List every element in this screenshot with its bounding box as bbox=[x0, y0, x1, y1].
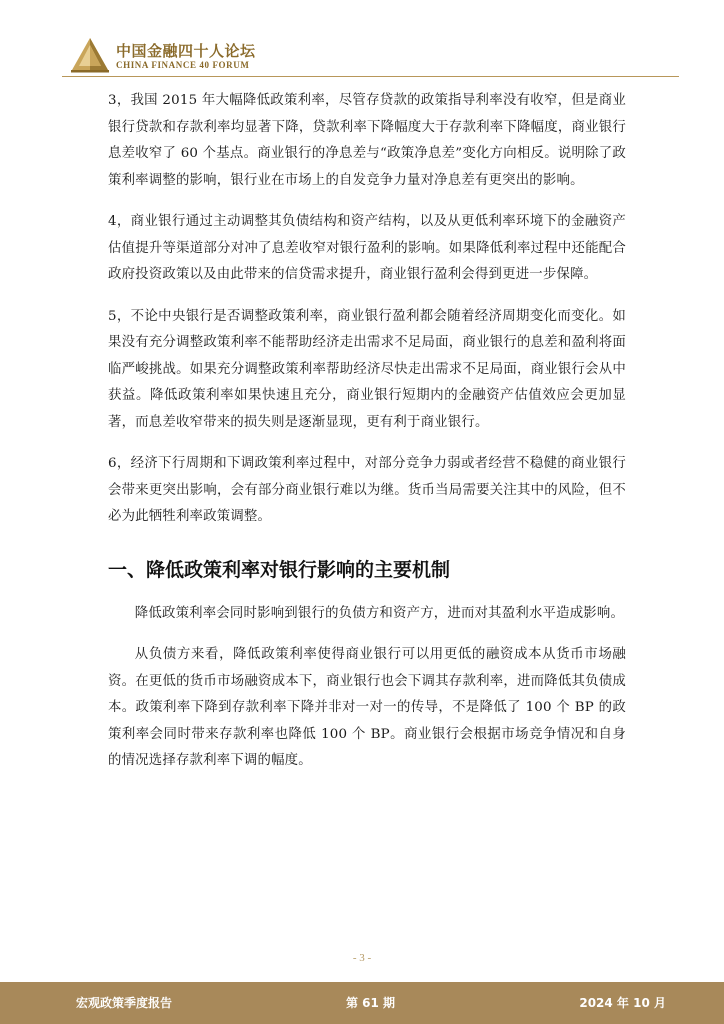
header-divider bbox=[62, 76, 679, 77]
section-paragraph-intro: 降低政策利率会同时影响到银行的负债方和资产方，进而对其盈利水平造成影响。 bbox=[134, 605, 625, 621]
document-body bbox=[108, 88, 626, 790]
footer-report-title: 宏观政策季度报告 bbox=[76, 996, 173, 1010]
page-header bbox=[0, 0, 724, 80]
footer-date: 2024 年 10 月 bbox=[579, 996, 666, 1010]
paragraph-point-4: 4，商业银行通过主动调整其负债结构和资产结构，以及从更低利率环境下的金融资产估值提升等渠道部分对冲了息差收窄对银行盈利的影响。如果降低利率过程中还能配合政府投资政策以及由此带来的信贷需求提升，商业银行盈利会得到更进一步保障。 bbox=[108, 214, 626, 282]
brand-name-cn: 中国金融四十人论坛 bbox=[116, 42, 256, 60]
paragraph-point-5: 5，不论中央银行是否调整政策利率，商业银行盈利都会随着经济周期变化而变化。如果没有充分调整政策利率不能帮助经济走出需求不足局面，商业银行的息差和盈利将面临严峻挑战。如果充分调整政策利率帮助经济尽快走出需求不足局面，商业银行会从中获益。降低政策利率如果快速且充分，商业银行短期内的金融资产估值效应会更加显著，而息差收窄带来的损失则是逐渐显现，更有利于商业银行。 bbox=[108, 308, 626, 430]
page-number: - 3 - bbox=[352, 952, 372, 964]
footer-issue-number: 第 61 期 bbox=[346, 996, 396, 1010]
brand-name-en: CHINA FINANCE 40 FORUM bbox=[116, 60, 250, 70]
paragraph-point-6: 6，经济下行周期和下调政策利率过程中，对部分竞争力弱或者经营不稳健的商业银行会带来更突出影响，会有部分商业银行难以为继。货币当局需要关注其中的风险，但不必为此牺牲利率政策调整。 bbox=[108, 456, 626, 524]
page-footer bbox=[0, 982, 724, 1024]
cf40-pyramid-logo bbox=[70, 36, 110, 74]
section-heading: 一、降低政策利率对银行影响的主要机制 bbox=[108, 558, 451, 581]
paragraph-point-3: 3，我国 2015 年大幅降低政策利率，尽管存贷款的政策指导利率没有收窄，但是商业银行贷款和存款利率均显著下降，贷款利率下降幅度大于存款利率下降幅度，商业银行息差收窄了 60 个基点。商业银行的净息差与“政策净息差”变化方向相反。说明除了政策利率调整的影响，银行业在市场上的自发竞争力量对净息差有更突出的影响。 bbox=[108, 93, 626, 188]
section-paragraph-liability: 从负债方来看，降低政策利率使得商业银行可以用更低的融资成本从货币市场融资。在更低的货币市场融资成本下，商业银行也会下调其存款利率，进而降低其负债成本。政策利率下降到存款利率下降并非对一对一的传导，不是降低了 100 个 BP 的政策利率会同时带来存款利率也降低 100 个 BP。商业银行会根据市场竞争情况和自身的情况选择存款利率下调的幅度。 bbox=[108, 647, 626, 768]
